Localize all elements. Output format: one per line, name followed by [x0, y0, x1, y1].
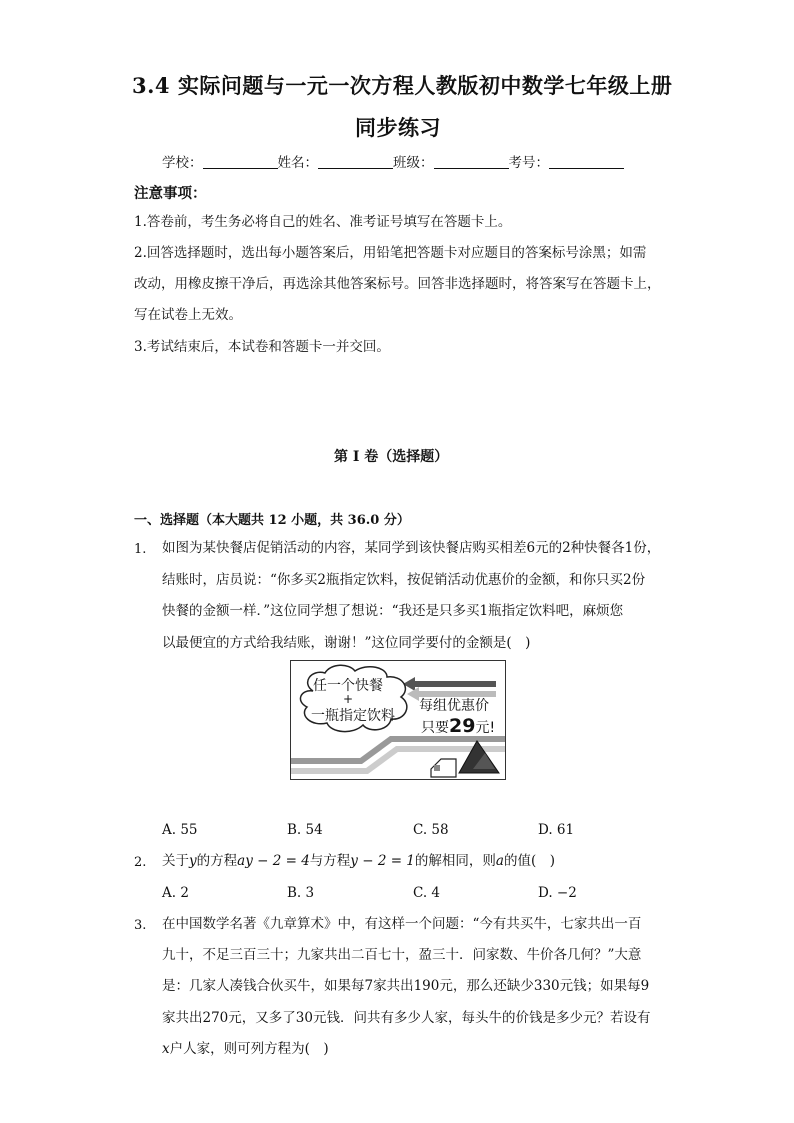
question-3-line-5-text: 户人家，则可列方程为( )	[169, 1041, 329, 1057]
question-2-text-b: 的方程	[196, 853, 238, 869]
question-3-line-1: 在中国数学名著《九章算术》中，有这样一个问题：“今有共买牛，七家共出一百	[162, 916, 642, 932]
question-2-text-e: 的值( )	[503, 853, 555, 869]
question-2-number: 2.	[134, 855, 147, 870]
question-3-line-2: 九十，不足三百三十；九家共出二百七十，盈三十．问家数、牛价各几何？”大意	[162, 947, 642, 963]
notice-heading: 注意事项：	[134, 185, 207, 202]
question-3-line-5	[162, 1034, 329, 1065]
volume-title: 第 I 卷（选择题）	[334, 449, 449, 465]
notice-item-2-line-2: 改动，用橡皮擦干净后，再选涂其他答案标号。回答非选择题时，将答案写在答题卡上，	[134, 276, 661, 292]
cloud-text-line-2: 一瓶指定饮料	[311, 708, 395, 724]
number-label: 考号：	[508, 155, 549, 171]
offer-price: 29	[449, 715, 476, 737]
name-label: 姓名：	[277, 155, 318, 171]
offer-text-line-2	[421, 715, 495, 737]
question-3-var-x: x	[162, 1041, 170, 1057]
question-2-equation-1: ay − 2 = 4	[237, 853, 310, 869]
question-1-line-1: 如图为某快餐店促销活动的内容，某同学到该快餐店购买相差6元的2种快餐各1份，	[162, 540, 661, 556]
school-blank[interactable]	[203, 156, 278, 169]
question-1-line-4: 以最便宜的方式给我结账，谢谢！”这位同学要付的金额是( )	[162, 635, 531, 651]
offer-text-line-1: 每组优惠价	[419, 698, 489, 714]
promotion-figure	[290, 660, 506, 780]
number-blank[interactable]	[549, 156, 624, 169]
notice-item-3: 3.考试结束后，本试卷和答题卡一并交回。	[134, 339, 390, 355]
question-2-var-a: a	[495, 853, 504, 869]
notice-item-2-line-1: 2.回答选择题时，选出每小题答案后，用铅笔把答题卡对应题目的答案标号涂黑；如需	[134, 245, 647, 261]
question-1-line-3: 快餐的金额一样．”这位同学想了想说：“我还是只多买1瓶指定饮料吧，麻烦您	[162, 603, 624, 619]
notice-item-2-line-3: 写在试卷上无效。	[134, 307, 242, 323]
question-1-option-d[interactable]: D. 61	[538, 822, 575, 838]
question-3-line-3: 是：几家人凑钱合伙买牛，如果每7家共出190元，那么还缺少330元钱；如果每9	[162, 978, 650, 994]
question-3-number: 3.	[134, 918, 147, 933]
offer-suffix: 元!	[475, 720, 496, 736]
cloud-text-line-1: 任一个快餐	[313, 678, 383, 694]
notice-item-1: 1.答卷前，考生务必将自己的姓名、准考证号填写在答题卡上。	[134, 214, 512, 230]
question-2-text	[162, 846, 555, 877]
question-2-var-y: y	[189, 853, 197, 869]
question-2-equation-2: y − 2 = 1	[350, 853, 415, 869]
section-title: 一、选择题（本大题共 12 小题，共 36.0 分）	[134, 513, 410, 528]
cloud-plus: +	[343, 692, 354, 706]
question-2-text-d: 的解相同，则	[414, 853, 496, 869]
page-subtitle: 同步练习	[355, 115, 441, 140]
question-2-option-c[interactable]: C. 4	[413, 885, 441, 901]
class-blank[interactable]	[434, 156, 509, 169]
question-1-option-b[interactable]: B. 54	[287, 822, 323, 838]
question-3-line-4: 家共出270元，又多了30元钱．问共有多少人家，每头牛的价钱是多少元？若设有	[162, 1010, 651, 1026]
page-title: 3.4 实际问题与一元一次方程人教版初中数学七年级上册	[132, 73, 673, 98]
question-2-option-a[interactable]: A. 2	[162, 885, 189, 901]
student-info-row	[162, 151, 624, 171]
question-2-text-c: 与方程	[309, 853, 351, 869]
name-blank[interactable]	[318, 156, 393, 169]
question-2-option-b[interactable]: B. 3	[287, 885, 315, 901]
question-1-number: 1.	[134, 542, 147, 557]
question-1-option-c[interactable]: C. 58	[413, 822, 449, 838]
offer-prefix: 只要	[421, 720, 449, 736]
class-label: 班级：	[393, 155, 434, 171]
carton-label-shape	[434, 765, 440, 771]
question-2-option-d[interactable]: D. −2	[538, 885, 577, 901]
school-label: 学校：	[162, 155, 203, 171]
question-1-option-a[interactable]: A. 55	[162, 822, 198, 838]
question-1-line-2: 结账时，店员说：“你多买2瓶指定饮料，按促销活动优惠价的金额，和你只买2份	[162, 572, 646, 588]
question-2-text-a: 关于	[162, 853, 189, 869]
